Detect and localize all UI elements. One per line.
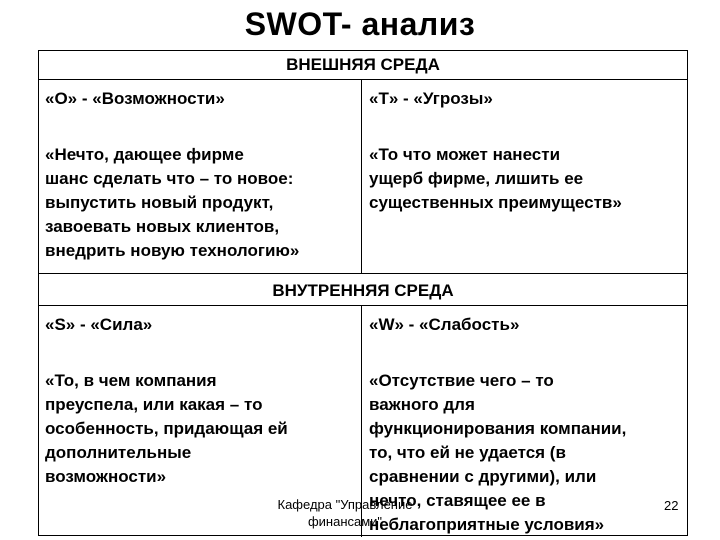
external-environment-heading: ВНЕШНЯЯ СРЕДА — [286, 55, 440, 74]
strengths-text: «То, в чем компания преуспела, или какая – то особенность, придающая ей дополнительные возможности» — [45, 371, 288, 486]
weaknesses-text: «Отсутствие чего – то важного для функционирования компании, то, что ей не удается (в сравнении с другими), или нечто, ставящее ее в неблагоприятные условия» — [369, 371, 627, 534]
page-number: 22 — [664, 498, 679, 513]
opportunities-text: «Нечто, дающее фирме шанс сделать что – то новое: выпустить новый продукт, завоевать новых клиентов, внедрить новую технологию» — [45, 145, 300, 260]
slide-title: SWOT- анализ — [244, 6, 476, 42]
threats-text: «То что может нанести ущерб фирме, лишить ее существенных преимуществ» — [369, 145, 622, 212]
weaknesses-label: «W» - «Слабость» — [369, 315, 520, 334]
opportunities-label: «О» - «Возможности» — [45, 89, 225, 108]
divider — [361, 79, 362, 273]
internal-environment-heading: ВНУТРЕННЯЯ СРЕДА — [272, 281, 454, 300]
threats-label: «Т» - «Угрозы» — [369, 89, 493, 108]
divider — [39, 79, 687, 80]
divider — [39, 273, 687, 274]
strengths-label: «S» - «Сила» — [45, 315, 153, 334]
swot-table — [38, 50, 688, 536]
department-footer: Кафедра "Управление финансами" — [277, 497, 413, 529]
divider — [39, 305, 687, 306]
